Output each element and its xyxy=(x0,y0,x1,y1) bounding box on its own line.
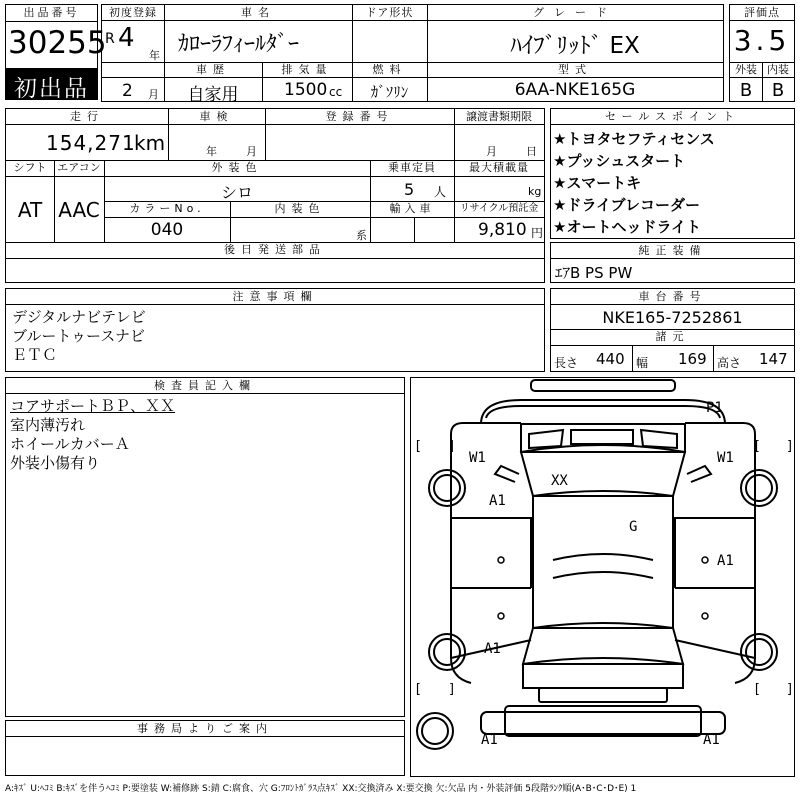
ext-grade: B xyxy=(739,80,753,101)
load-unit: kg xyxy=(528,185,542,198)
displacement-unit: cc xyxy=(329,85,343,99)
height-label: 高さ xyxy=(717,356,742,370)
ac-value: AAC xyxy=(58,198,100,222)
mileage-unit: km xyxy=(134,131,166,155)
color-no-label: カラーNo. xyxy=(129,202,205,215)
inspection-year-unit: 年 xyxy=(206,145,217,158)
month-unit: 月 xyxy=(148,88,159,101)
sales-point-item: ★プッシュスタート xyxy=(553,152,686,170)
color-value: シロ xyxy=(220,183,253,202)
first-reg-label: 初度登録 xyxy=(109,6,157,19)
vehicle-header-box xyxy=(101,4,724,105)
inspector-line: 室内薄汚れ xyxy=(10,416,86,434)
recycle-value: 9,810 xyxy=(478,220,527,240)
history-label: 車歴 xyxy=(196,63,230,76)
ext-grade-label: 外装 xyxy=(735,63,757,76)
recycle-unit: 円 xyxy=(531,226,544,240)
door-label: ドア形状 xyxy=(365,6,414,19)
mark-a1-bottom-right: A1 xyxy=(703,732,720,748)
sales-points-box xyxy=(550,108,795,239)
first-listing-badge xyxy=(6,68,97,102)
notes-line: ＥＴＣ xyxy=(12,346,58,364)
notes-line: デジタルナビテレビ xyxy=(12,308,146,326)
transfer-month-unit: 月 xyxy=(486,145,497,158)
office-box xyxy=(5,720,405,776)
mark-g: G xyxy=(629,519,638,535)
transfer-label: 譲渡書類期限 xyxy=(466,110,532,123)
score-label: 評価点 xyxy=(744,6,780,19)
history-value: 自家用 xyxy=(187,85,239,105)
fuel-value: ｶﾞｿﾘﾝ xyxy=(370,83,409,101)
svg-text:[: [ xyxy=(414,682,422,697)
sales-points-label: セールスポイント xyxy=(604,110,740,123)
width-label: 幅 xyxy=(636,356,649,370)
svg-text:]: ] xyxy=(786,439,794,454)
car-name: ｶﾛｰﾗﾌｨｰﾙﾀﾞｰ xyxy=(178,32,300,57)
notes-label: 注意事項欄 xyxy=(232,290,318,303)
recycle-label: リサイクル預託金 xyxy=(459,203,539,214)
interior-label: 内装色 xyxy=(274,202,326,215)
notes-list xyxy=(12,308,512,365)
width-value: 169 xyxy=(678,350,707,368)
inspector-line: 外装小傷有り xyxy=(10,454,101,472)
first-reg-month: 2 xyxy=(122,81,133,101)
height-value: 147 xyxy=(759,350,788,368)
car-diagram-box xyxy=(410,377,795,777)
length-label: 長さ xyxy=(554,356,579,370)
chassis-value: NKE165-7252861 xyxy=(602,308,743,327)
inspector-line: ホイールカバーＡ xyxy=(10,435,130,453)
import-label: 輸入車 xyxy=(389,202,435,215)
svg-text:]: ] xyxy=(448,682,456,697)
capacity-value: 5 xyxy=(404,180,415,199)
ac-label: エアコン xyxy=(57,161,101,174)
displacement-value: 1500 xyxy=(284,80,328,100)
model-value: 6AA-NKE165G xyxy=(514,80,636,100)
mark-a1-bottom-left: A1 xyxy=(481,732,498,748)
svg-text:[: [ xyxy=(753,439,761,454)
mark-w1-left: W1 xyxy=(469,450,486,466)
chassis-box xyxy=(550,288,795,372)
sales-point-item: ★オートヘッドライト xyxy=(553,218,701,236)
svg-text:[: [ xyxy=(753,682,761,697)
notes-line: ブルートゥースナビ xyxy=(12,327,145,345)
mark-a1-front-left: A1 xyxy=(489,493,506,509)
specs-label: 諸元 xyxy=(655,330,690,343)
fuel-label: 燃料 xyxy=(372,63,407,76)
transfer-day-unit: 日 xyxy=(526,145,537,158)
equipment-value: ｴｱB PS PW xyxy=(555,264,633,282)
mark-p1: P1 xyxy=(706,400,723,416)
svg-text:]: ] xyxy=(448,439,456,454)
lot-number-box xyxy=(5,4,107,102)
sales-point-item: ★ドライブレコーダー xyxy=(553,196,700,214)
inspector-list xyxy=(10,397,400,473)
chassis-label: 車台番号 xyxy=(638,290,707,303)
first-reg-year: 4 xyxy=(118,23,135,53)
equipment-box xyxy=(550,242,795,283)
mark-w1-right: W1 xyxy=(717,450,734,466)
reg-no-label: 登録番号 xyxy=(325,110,394,123)
office-label: 事務局よりご案内 xyxy=(137,722,273,735)
int-grade: B xyxy=(771,80,785,101)
color-label: 外装色 xyxy=(211,161,263,174)
displacement-label: 排気量 xyxy=(281,63,333,76)
sales-point-item: ★トヨタセフティセンス xyxy=(553,130,715,148)
capacity-label: 乗車定員 xyxy=(388,161,436,174)
sales-point-item: ★スマートキ xyxy=(553,174,642,192)
int-grade-label: 内装 xyxy=(767,63,789,76)
lot-number-label: 出品番号 xyxy=(23,6,80,19)
lot-number: 30255 xyxy=(8,25,107,61)
grade-value: ﾊｲﾌﾞﾘｯﾄﾞ EX xyxy=(510,33,640,59)
mileage-value: 154,271 xyxy=(46,131,136,155)
interior-unit: 系 xyxy=(356,229,367,242)
score-box xyxy=(729,4,795,102)
legend: A:ｷｽﾞ U:ﾍｺﾐ B:ｷｽﾞを伴うﾍｺﾐ P:要塗装 W:補修跡 S:錆 C:腐食、穴 G:ﾌﾛﾝﾄｶﾞﾗｽ点ｷｽﾞ XX:交換済み X:要交換 欠:欠品 内・外装評価 5段階ﾗﾝｸ順(A･B･C･D･E) 1 xyxy=(5,784,637,794)
inspector-box xyxy=(5,377,405,717)
mileage-label: 走行 xyxy=(70,110,104,123)
mark-a1-left-rear: A1 xyxy=(484,641,501,657)
load-label: 最大積載量 xyxy=(469,161,529,174)
score-value: 3.5 xyxy=(733,24,791,57)
era: R xyxy=(105,31,115,47)
inspector-label: 検査員記入欄 xyxy=(154,379,256,392)
capacity-unit: 人 xyxy=(434,185,447,199)
equipment-label: 純正装備 xyxy=(638,244,707,257)
shift-value: AT xyxy=(17,198,43,222)
inspector-line: コアサポートＢＰ、ＸＸ xyxy=(10,397,176,415)
car-name-label: 車名 xyxy=(241,6,275,19)
later-parts-label: 後日発送部品 xyxy=(224,243,326,256)
shift-label: シフト xyxy=(13,161,47,174)
svg-text:[: [ xyxy=(414,439,422,454)
inspection-month-unit: 月 xyxy=(246,145,257,158)
mark-a1-right-side: A1 xyxy=(717,553,734,569)
notes-box xyxy=(5,288,545,372)
sales-points-list xyxy=(553,128,793,238)
model-label: 型式 xyxy=(558,63,592,76)
year-unit: 年 xyxy=(149,49,160,62)
details-box xyxy=(5,108,545,283)
svg-text:]: ] xyxy=(786,682,794,697)
inspection-label: 車検 xyxy=(199,110,234,123)
length-value: 440 xyxy=(596,350,625,368)
car-diagram xyxy=(411,378,794,776)
mark-xx: XX xyxy=(551,473,568,489)
first-listing-text: 初出品 xyxy=(14,76,89,102)
color-no-value: 040 xyxy=(150,220,184,240)
grade-label: グレード xyxy=(533,6,617,19)
